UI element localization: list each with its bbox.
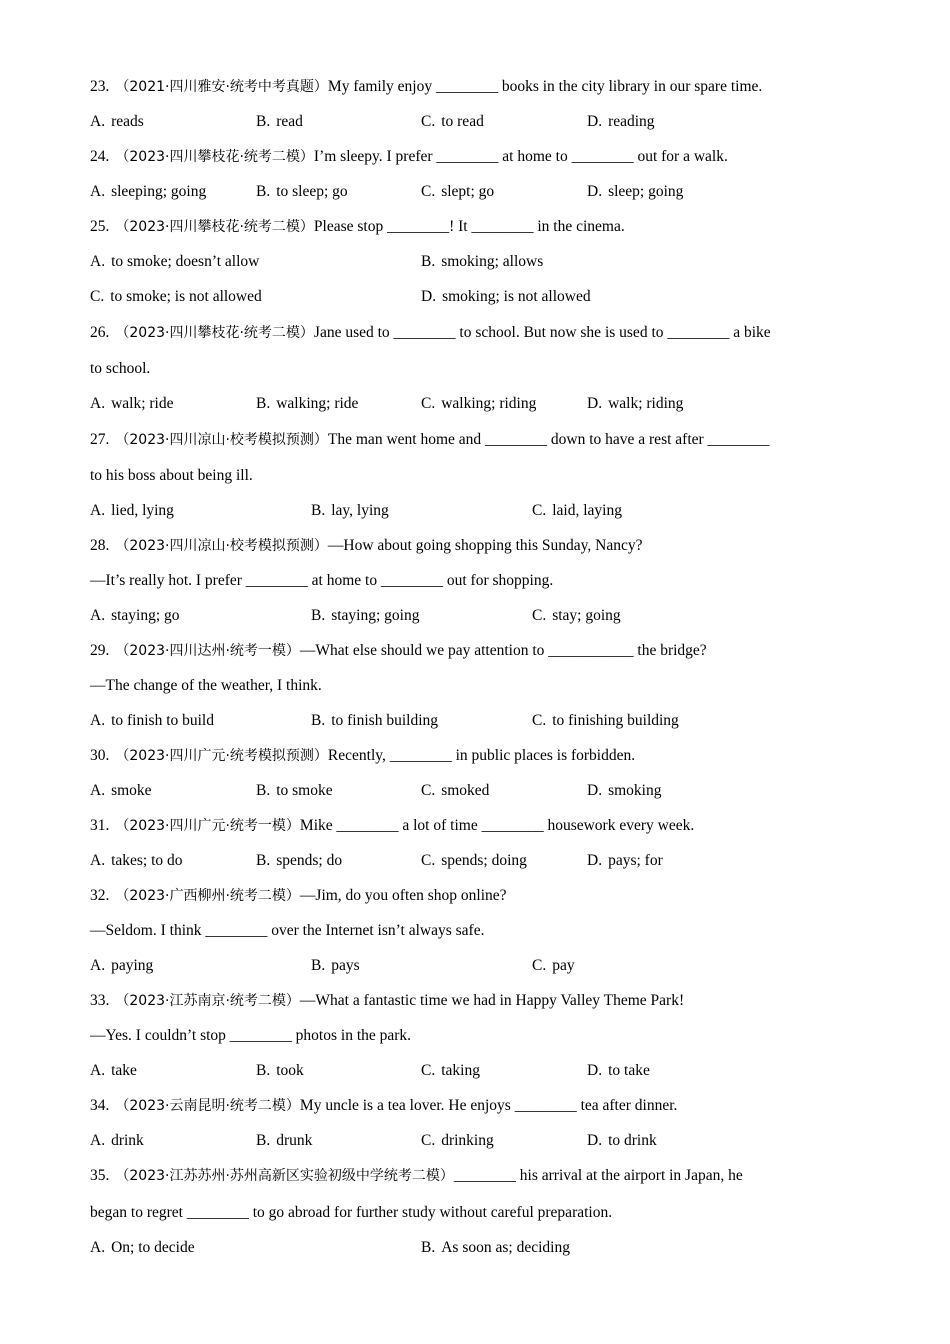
question-number: 24. — [90, 148, 110, 165]
answer-option[interactable] — [532, 956, 575, 976]
question-text: —What else should we pay attention to ___________ the bridge? — [299, 642, 707, 659]
answer-option[interactable] — [90, 606, 180, 626]
option-letter: A. — [90, 395, 106, 412]
question-source: （2023·四川达州·统考一模） — [115, 643, 300, 659]
option-letter: D. — [587, 782, 603, 799]
option-letter: A. — [90, 782, 106, 799]
option-text: slept; go — [441, 183, 495, 200]
answer-option[interactable] — [587, 112, 655, 132]
option-letter: B. — [311, 502, 326, 519]
option-text: spends; doing — [441, 852, 527, 869]
question-number: 33. — [90, 992, 110, 1009]
option-text: reads — [111, 113, 144, 130]
question-stem — [90, 886, 870, 906]
option-letter: C. — [532, 957, 547, 974]
question-text: My family enjoy ________ books in the city library in our spare time. — [327, 78, 763, 95]
option-letter: C. — [421, 852, 436, 869]
option-text: took — [276, 1062, 304, 1079]
answer-option[interactable] — [421, 781, 489, 801]
question-stem — [90, 1166, 870, 1186]
answer-option[interactable] — [90, 287, 262, 307]
option-text: to finishing building — [552, 712, 679, 729]
question-stem — [90, 323, 870, 343]
option-letter: C. — [421, 1062, 436, 1079]
option-text: to read — [441, 113, 484, 130]
option-letter: A. — [90, 712, 106, 729]
question-text: ________ his arrival at the airport in Japan, he — [453, 1167, 743, 1184]
question-number: 29. — [90, 642, 110, 659]
question-text: The man went home and ________ down to have a rest after ________ — [327, 431, 770, 448]
question-text: Please stop ________! It ________ in the cinema. — [313, 218, 625, 235]
question-source: （2023·江苏苏州·苏州高新区实验初级中学统考二模） — [115, 1168, 454, 1184]
option-text: to smoke — [276, 782, 333, 799]
question-number: 30. — [90, 747, 110, 764]
question-text: —The change of the weather, I think. — [90, 677, 322, 694]
option-letter: B. — [256, 1132, 271, 1149]
question-number: 26. — [90, 324, 110, 341]
answer-option[interactable] — [311, 501, 389, 521]
question-text: —How about going shopping this Sunday, Nancy? — [327, 537, 643, 554]
option-text: to drink — [608, 1132, 657, 1149]
option-text: staying; go — [111, 607, 180, 624]
question-text: Mike ________ a lot of time ________ housework every week. — [299, 817, 695, 834]
answer-option[interactable] — [311, 606, 419, 626]
option-text: to smoke; doesn’t allow — [111, 253, 260, 270]
question-number: 31. — [90, 817, 110, 834]
answer-option[interactable] — [90, 851, 183, 871]
question-stem-continuation — [90, 359, 870, 379]
option-text: pay — [552, 957, 575, 974]
answer-option[interactable] — [421, 182, 494, 202]
question-number: 35. — [90, 1167, 110, 1184]
question-stem — [90, 77, 870, 97]
answer-option[interactable] — [532, 606, 621, 626]
question-source: （2023·四川攀枝花·统考二模） — [115, 325, 314, 341]
question-text: Recently, ________ in public places is forbidden. — [327, 747, 636, 764]
question-text: —Jim, do you often shop online? — [299, 887, 507, 904]
option-letter: B. — [421, 1239, 436, 1256]
question-stem — [90, 1096, 870, 1116]
option-text: lay, lying — [331, 502, 389, 519]
option-text: paying — [111, 957, 154, 974]
answer-option[interactable] — [421, 112, 484, 132]
question-stem-continuation — [90, 466, 870, 486]
question-source: （2023·四川凉山·校考模拟预测） — [115, 538, 328, 554]
answer-option[interactable] — [587, 394, 683, 414]
answer-option[interactable] — [421, 851, 527, 871]
answer-option[interactable] — [90, 781, 152, 801]
option-text: smoking; allows — [441, 253, 544, 270]
question-source: （2023·四川攀枝花·统考二模） — [115, 219, 314, 235]
option-letter: A. — [90, 113, 106, 130]
question-source: （2023·广西柳州·统考二模） — [115, 888, 300, 904]
answer-option[interactable] — [256, 394, 358, 414]
option-letter: D. — [421, 288, 437, 305]
question-number: 34. — [90, 1097, 110, 1114]
question-text: —Seldom. I think ________ over the Internet isn’t always safe. — [90, 922, 485, 939]
answer-option[interactable] — [90, 182, 206, 202]
option-letter: A. — [90, 957, 106, 974]
question-text: to his boss about being ill. — [90, 467, 253, 484]
answer-option[interactable] — [90, 252, 259, 272]
question-number: 28. — [90, 537, 110, 554]
option-text: smoking; is not allowed — [442, 288, 591, 305]
answer-option[interactable] — [90, 711, 214, 731]
option-letter: B. — [256, 113, 271, 130]
option-letter: B. — [256, 1062, 271, 1079]
option-letter: B. — [311, 957, 326, 974]
question-source: （2023·云南昆明·统考二模） — [115, 1098, 300, 1114]
option-text: staying; going — [331, 607, 420, 624]
question-stem-continuation — [90, 1026, 870, 1046]
question-number: 32. — [90, 887, 110, 904]
option-text: As soon as; deciding — [441, 1239, 570, 1256]
question-source: （2023·四川广元·统考一模） — [115, 818, 300, 834]
answer-option[interactable] — [90, 1131, 144, 1151]
answer-option[interactable] — [256, 851, 342, 871]
option-letter: C. — [421, 183, 436, 200]
option-text: to take — [608, 1062, 650, 1079]
answer-option[interactable] — [421, 1061, 480, 1081]
option-text: laid, laying — [552, 502, 622, 519]
option-text: sleeping; going — [111, 183, 207, 200]
answer-option[interactable] — [90, 1238, 195, 1258]
option-letter: B. — [311, 712, 326, 729]
answer-option[interactable] — [421, 394, 536, 414]
option-letter: C. — [532, 502, 547, 519]
answer-option[interactable] — [256, 1061, 304, 1081]
question-number: 25. — [90, 218, 110, 235]
question-stem — [90, 430, 870, 450]
option-letter: A. — [90, 852, 106, 869]
option-text: walk; ride — [111, 395, 174, 412]
option-text: drink — [111, 1132, 144, 1149]
question-source: （2023·江苏南京·统考二模） — [115, 993, 300, 1009]
option-letter: D. — [587, 113, 603, 130]
question-number: 23. — [90, 78, 110, 95]
answer-option[interactable] — [311, 956, 360, 976]
answer-option[interactable] — [587, 1131, 657, 1151]
question-text: began to regret ________ to go abroad for further study without careful preparation. — [90, 1204, 613, 1221]
question-text: Jane used to ________ to school. But now she is used to ________ a bike — [313, 324, 771, 341]
option-text: On; to decide — [111, 1239, 195, 1256]
answer-option[interactable] — [90, 1061, 137, 1081]
option-text: spends; do — [276, 852, 343, 869]
question-source: （2023·四川攀枝花·统考二模） — [115, 149, 314, 165]
option-letter: B. — [256, 395, 271, 412]
option-letter: A. — [90, 1132, 106, 1149]
question-stem — [90, 217, 870, 237]
question-stem-continuation — [90, 676, 870, 696]
option-letter: B. — [256, 782, 271, 799]
option-letter: A. — [90, 1062, 106, 1079]
option-letter: C. — [90, 288, 105, 305]
option-text: smoked — [441, 782, 490, 799]
question-text: to school. — [90, 360, 151, 377]
option-text: drunk — [276, 1132, 313, 1149]
option-text: sleep; going — [608, 183, 684, 200]
question-stem — [90, 536, 870, 556]
question-stem — [90, 746, 870, 766]
answer-option[interactable] — [256, 182, 348, 202]
option-text: walking; ride — [276, 395, 359, 412]
answer-option[interactable] — [256, 781, 333, 801]
answer-option[interactable] — [256, 112, 303, 132]
option-letter: C. — [421, 782, 436, 799]
option-letter: A. — [90, 253, 106, 270]
question-text: My uncle is a tea lover. He enjoys ________ tea after dinner. — [299, 1097, 678, 1114]
question-text: I’m sleepy. I prefer ________ at home to ________ out for a walk. — [313, 148, 728, 165]
option-text: to finish to build — [111, 712, 214, 729]
option-letter: B. — [256, 183, 271, 200]
question-number: 27. — [90, 431, 110, 448]
option-letter: A. — [90, 183, 106, 200]
option-text: stay; going — [552, 607, 621, 624]
question-stem — [90, 641, 870, 661]
answer-option[interactable] — [421, 1238, 570, 1258]
question-source: （2023·四川凉山·校考模拟预测） — [115, 432, 328, 448]
option-letter: D. — [587, 1062, 603, 1079]
answer-option[interactable] — [421, 287, 591, 307]
option-letter: C. — [421, 113, 436, 130]
option-letter: B. — [311, 607, 326, 624]
question-source: （2021·四川雅安·统考中考真题） — [115, 79, 328, 95]
option-letter: D. — [587, 1132, 603, 1149]
answer-option[interactable] — [90, 501, 174, 521]
option-text: take — [111, 1062, 137, 1079]
answer-option[interactable] — [532, 501, 622, 521]
option-text: walking; riding — [441, 395, 537, 412]
answer-option[interactable] — [587, 1061, 650, 1081]
answer-option[interactable] — [532, 711, 679, 731]
option-text: taking — [441, 1062, 480, 1079]
question-text: —What a fantastic time we had in Happy Valley Theme Park! — [299, 992, 685, 1009]
option-letter: C. — [532, 712, 547, 729]
option-letter: B. — [256, 852, 271, 869]
option-text: pays; for — [608, 852, 663, 869]
question-source: （2023·四川广元·统考模拟预测） — [115, 748, 328, 764]
answer-option[interactable] — [421, 1131, 494, 1151]
answer-option[interactable] — [587, 781, 661, 801]
answer-option[interactable] — [90, 112, 144, 132]
answer-option[interactable] — [90, 394, 174, 414]
answer-option[interactable] — [587, 851, 663, 871]
option-letter: A. — [90, 502, 106, 519]
option-text: lied, lying — [111, 502, 174, 519]
option-text: smoke — [111, 782, 152, 799]
question-stem-continuation — [90, 921, 870, 941]
option-text: smoking — [608, 782, 662, 799]
option-text: reading — [608, 113, 655, 130]
question-stem — [90, 991, 870, 1011]
option-letter: B. — [421, 253, 436, 270]
option-text: to smoke; is not allowed — [110, 288, 262, 305]
answer-option[interactable] — [90, 956, 153, 976]
option-letter: C. — [421, 1132, 436, 1149]
option-letter: D. — [587, 852, 603, 869]
answer-option[interactable] — [587, 182, 683, 202]
option-letter: C. — [421, 395, 436, 412]
answer-option[interactable] — [256, 1131, 312, 1151]
answer-option[interactable] — [421, 252, 543, 272]
option-letter: D. — [587, 183, 603, 200]
option-letter: A. — [90, 1239, 106, 1256]
option-text: walk; riding — [608, 395, 684, 412]
question-stem-continuation — [90, 571, 870, 591]
question-stem — [90, 147, 870, 167]
question-stem-continuation — [90, 1203, 870, 1223]
option-letter: A. — [90, 607, 106, 624]
answer-option[interactable] — [311, 711, 438, 731]
option-text: takes; to do — [111, 852, 183, 869]
option-text: drinking — [441, 1132, 494, 1149]
option-text: to sleep; go — [276, 183, 348, 200]
option-text: to finish building — [331, 712, 439, 729]
option-letter: D. — [587, 395, 603, 412]
question-text: —Yes. I couldn’t stop ________ photos in the park. — [90, 1027, 412, 1044]
option-letter: C. — [532, 607, 547, 624]
option-text: read — [276, 113, 303, 130]
question-text: —It’s really hot. I prefer ________ at home to ________ out for shopping. — [90, 572, 554, 589]
question-stem — [90, 816, 870, 836]
option-text: pays — [331, 957, 360, 974]
